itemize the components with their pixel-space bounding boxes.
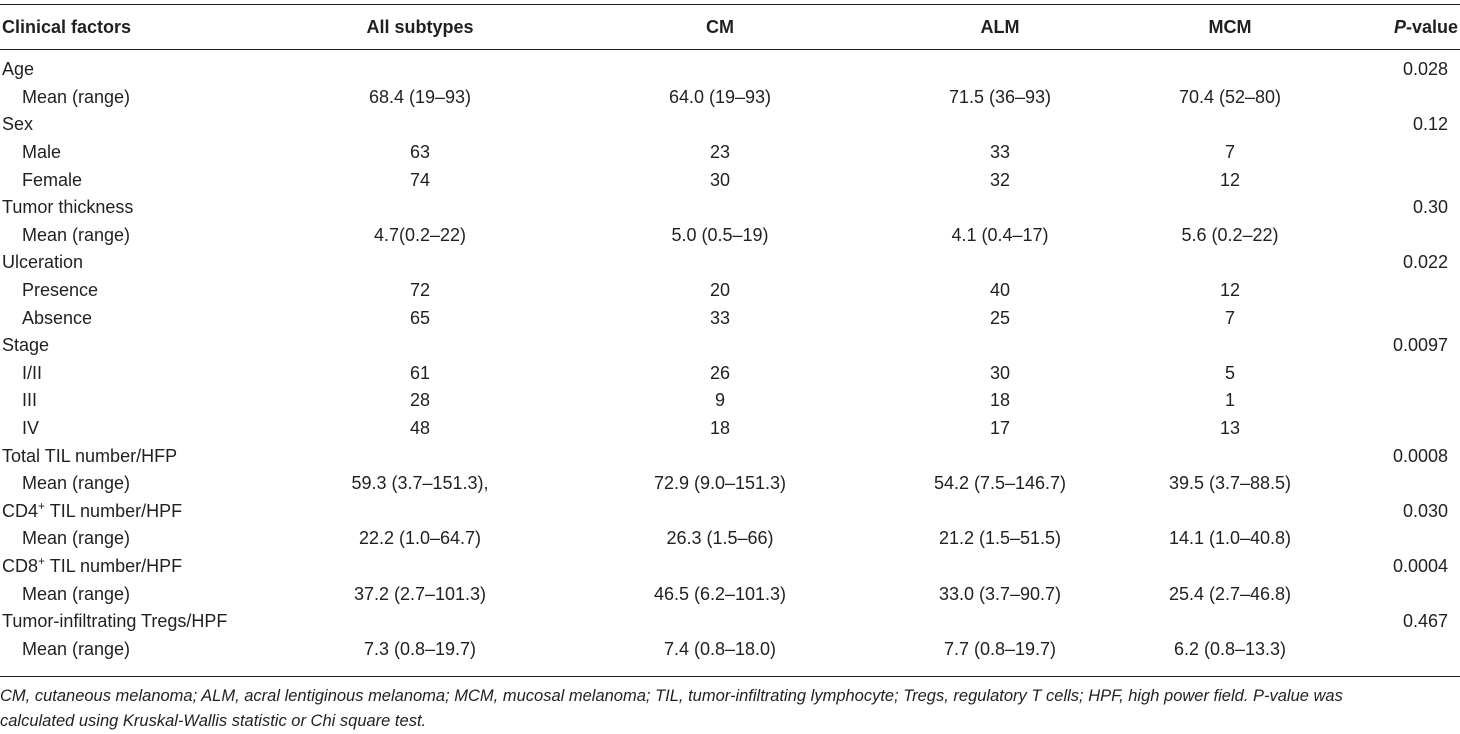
table-row xyxy=(0,111,1460,139)
table-row xyxy=(0,415,1460,443)
cell-p-value: 0.022 xyxy=(1402,252,1448,273)
cell-alm: 71.5 (36–93) xyxy=(948,86,1052,107)
cell-p-value xyxy=(1320,387,1460,415)
row-label: IV xyxy=(22,418,40,439)
cell-mcm: 5.6 (0.2–22) xyxy=(1181,224,1279,245)
cell-p-value xyxy=(1320,635,1460,663)
cell-mcm xyxy=(1140,332,1320,360)
cell-cm: 26.3 (1.5–66) xyxy=(666,528,774,549)
cell-all-subtypes: 28 xyxy=(409,390,431,411)
cell-alm xyxy=(860,608,1140,636)
cell-p-value xyxy=(1320,525,1460,553)
cell-cm: 18 xyxy=(709,418,731,439)
cell-p-value xyxy=(1320,304,1460,332)
cell-cm: 9 xyxy=(714,390,725,411)
row-label: Mean (range) xyxy=(22,638,131,659)
cell-p-value xyxy=(1320,580,1460,608)
table-row xyxy=(0,304,1460,332)
row-label: Mean (range) xyxy=(22,583,131,604)
cell-p-value: 0.0004 xyxy=(1392,555,1448,576)
cell-cm: 23 xyxy=(709,142,731,163)
cell-alm xyxy=(860,111,1140,139)
cell-all-subtypes xyxy=(260,608,580,636)
table-row xyxy=(0,442,1460,470)
row-label: Mean (range) xyxy=(22,224,131,245)
cell-alm: 7.7 (0.8–19.7) xyxy=(943,638,1057,659)
cell-cm xyxy=(580,49,860,84)
cell-cm: 20 xyxy=(709,280,731,301)
cell-p-value xyxy=(1320,360,1460,388)
cell-cm xyxy=(580,498,860,526)
cell-p-value: 0.0097 xyxy=(1392,335,1448,356)
row-label: Sex xyxy=(2,114,34,135)
cell-all-subtypes: 65 xyxy=(409,307,431,328)
row-label: Absence xyxy=(22,307,93,328)
row-label: Male xyxy=(22,142,62,163)
cell-cm xyxy=(580,608,860,636)
cell-mcm: 13 xyxy=(1219,418,1241,439)
cell-alm xyxy=(860,442,1140,470)
row-label: Tumor-infiltrating Tregs/HPF xyxy=(2,611,228,632)
table-row xyxy=(0,525,1460,553)
header-mcm: MCM xyxy=(1208,16,1252,37)
table-row xyxy=(0,498,1460,526)
footnote-line-1: CM, cutaneous melanoma; ALM, acral lentiginous melanoma; MCM, mucosal melanoma; TIL, tumor-infiltrating lymphocyte; Tregs, regulatory T cells; HPF, high power field. P-value was xyxy=(0,687,1343,705)
table-row xyxy=(0,166,1460,194)
cell-cm xyxy=(580,442,860,470)
row-label: I/II xyxy=(22,362,43,383)
cell-mcm: 5 xyxy=(1224,362,1235,383)
cell-all-subtypes xyxy=(260,249,580,277)
cell-alm xyxy=(860,194,1140,222)
clinical-factors-table xyxy=(0,5,1460,663)
row-label: Ulceration xyxy=(2,252,84,273)
cell-cm xyxy=(580,332,860,360)
cell-p-value xyxy=(1320,277,1460,305)
table-row xyxy=(0,387,1460,415)
cell-mcm: 1 xyxy=(1224,390,1235,411)
footnote-line-2: calculated using Kruskal-Wallis statistic or Chi square test. xyxy=(0,712,427,730)
cell-alm: 33 xyxy=(989,142,1011,163)
cell-p-value xyxy=(1320,415,1460,443)
row-label: CD8+ TIL number/HPF xyxy=(2,553,183,576)
table-row xyxy=(0,194,1460,222)
table-row xyxy=(0,139,1460,167)
table-row xyxy=(0,553,1460,581)
cell-p-value: 0.030 xyxy=(1402,500,1448,521)
header-clinical-factors: Clinical factors xyxy=(2,16,132,37)
cell-cm: 33 xyxy=(709,307,731,328)
cell-alm: 25 xyxy=(989,307,1011,328)
table-row xyxy=(0,332,1460,360)
header-all-subtypes: All subtypes xyxy=(366,16,474,37)
cell-p-value xyxy=(1320,139,1460,167)
table-row xyxy=(0,84,1460,112)
cell-p-value: 0.12 xyxy=(1412,114,1448,135)
cell-all-subtypes: 37.2 (2.7–101.3) xyxy=(353,583,487,604)
table-row xyxy=(0,277,1460,305)
cell-all-subtypes: 22.2 (1.0–64.7) xyxy=(358,528,482,549)
table-row xyxy=(0,222,1460,250)
cell-mcm xyxy=(1140,49,1320,84)
cell-all-subtypes xyxy=(260,194,580,222)
cell-p-value xyxy=(1320,222,1460,250)
cell-p-value: 0.0008 xyxy=(1392,445,1448,466)
cell-all-subtypes xyxy=(260,332,580,360)
cell-alm xyxy=(860,332,1140,360)
table-row xyxy=(0,580,1460,608)
cell-alm: 40 xyxy=(989,280,1011,301)
cell-p-value xyxy=(1320,84,1460,112)
cell-alm: 4.1 (0.4–17) xyxy=(951,224,1049,245)
row-label: Female xyxy=(22,169,83,190)
cell-mcm: 70.4 (52–80) xyxy=(1178,86,1282,107)
table-row xyxy=(0,49,1460,84)
table-row xyxy=(0,249,1460,277)
cell-mcm: 6.2 (0.8–13.3) xyxy=(1173,638,1287,659)
cell-cm xyxy=(580,553,860,581)
row-label: Tumor thickness xyxy=(2,197,134,218)
row-label: Age xyxy=(2,59,35,80)
cell-alm: 54.2 (7.5–146.7) xyxy=(933,473,1067,494)
cell-all-subtypes xyxy=(260,49,580,84)
cell-mcm xyxy=(1140,553,1320,581)
cell-cm: 64.0 (19–93) xyxy=(668,86,772,107)
cell-all-subtypes: 68.4 (19–93) xyxy=(368,86,472,107)
cell-alm: 17 xyxy=(989,418,1011,439)
cell-p-value xyxy=(1320,166,1460,194)
cell-cm: 30 xyxy=(709,169,731,190)
cell-all-subtypes xyxy=(260,498,580,526)
row-label: Mean (range) xyxy=(22,86,131,107)
cell-alm: 30 xyxy=(989,362,1011,383)
cell-cm: 5.0 (0.5–19) xyxy=(671,224,769,245)
header-cm: CM xyxy=(706,16,734,37)
cell-cm: 7.4 (0.8–18.0) xyxy=(663,638,777,659)
cell-p-value: 0.30 xyxy=(1412,197,1448,218)
cell-mcm: 12 xyxy=(1219,280,1241,301)
row-label: Total TIL number/HFP xyxy=(2,445,178,466)
cell-cm: 26 xyxy=(709,362,731,383)
cell-alm: 18 xyxy=(989,390,1011,411)
cell-all-subtypes xyxy=(260,442,580,470)
cell-alm: 32 xyxy=(989,169,1011,190)
cell-p-value: 0.467 xyxy=(1402,611,1448,632)
cell-alm xyxy=(860,249,1140,277)
cell-all-subtypes: 74 xyxy=(409,169,431,190)
cell-mcm xyxy=(1140,442,1320,470)
cell-all-subtypes xyxy=(260,553,580,581)
cell-mcm: 7 xyxy=(1224,307,1235,328)
table-header-row xyxy=(0,5,1460,49)
cell-mcm xyxy=(1140,249,1320,277)
table-row xyxy=(0,635,1460,663)
table-footnote xyxy=(0,684,1460,734)
cell-mcm xyxy=(1140,608,1320,636)
cell-alm: 33.0 (3.7–90.7) xyxy=(938,583,1062,604)
cell-cm: 46.5 (6.2–101.3) xyxy=(653,583,787,604)
cell-all-subtypes: 72 xyxy=(409,280,431,301)
table-row xyxy=(0,360,1460,388)
cell-mcm: 25.4 (2.7–46.8) xyxy=(1168,583,1292,604)
cell-cm xyxy=(580,111,860,139)
cell-alm: 21.2 (1.5–51.5) xyxy=(938,528,1062,549)
cell-all-subtypes: 4.7(0.2–22) xyxy=(373,224,467,245)
cell-cm xyxy=(580,249,860,277)
cell-all-subtypes: 59.3 (3.7–151.3), xyxy=(351,473,489,494)
cell-mcm xyxy=(1140,111,1320,139)
cell-all-subtypes: 63 xyxy=(409,142,431,163)
cell-mcm xyxy=(1140,498,1320,526)
cell-p-value: 0.028 xyxy=(1402,59,1448,80)
cell-all-subtypes: 7.3 (0.8–19.7) xyxy=(363,638,477,659)
cell-all-subtypes: 61 xyxy=(409,362,431,383)
cell-alm xyxy=(860,498,1140,526)
cell-p-value xyxy=(1320,470,1460,498)
row-label: Stage xyxy=(2,335,50,356)
row-label: Presence xyxy=(22,280,99,301)
cell-mcm: 14.1 (1.0–40.8) xyxy=(1168,528,1292,549)
cell-cm xyxy=(580,194,860,222)
row-label: Mean (range) xyxy=(22,528,131,549)
cell-mcm: 39.5 (3.7–88.5) xyxy=(1168,473,1292,494)
bottom-rule xyxy=(0,676,1460,677)
table-row xyxy=(0,470,1460,498)
cell-mcm xyxy=(1140,194,1320,222)
row-label: CD4+ TIL number/HPF xyxy=(2,498,183,521)
cell-mcm: 7 xyxy=(1224,142,1235,163)
row-label: III xyxy=(22,390,38,411)
header-p-value: P-value xyxy=(1393,16,1458,37)
cell-all-subtypes xyxy=(260,111,580,139)
table-row xyxy=(0,608,1460,636)
cell-mcm: 12 xyxy=(1219,169,1241,190)
row-label: Mean (range) xyxy=(22,473,131,494)
cell-all-subtypes: 48 xyxy=(409,418,431,439)
cell-alm xyxy=(860,553,1140,581)
cell-cm: 72.9 (9.0–151.3) xyxy=(653,473,787,494)
header-alm: ALM xyxy=(980,16,1020,37)
cell-alm xyxy=(860,49,1140,84)
